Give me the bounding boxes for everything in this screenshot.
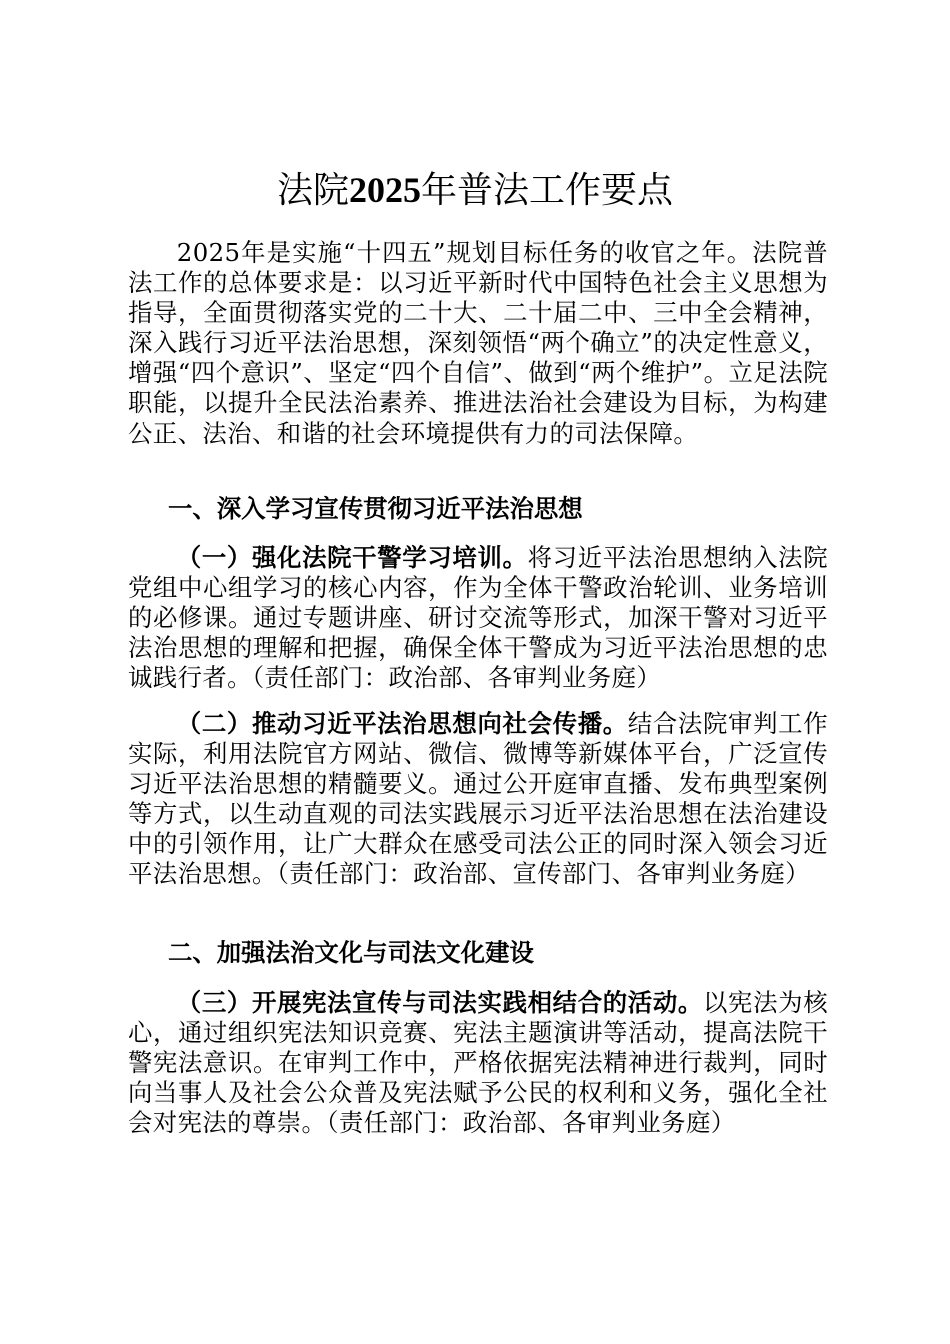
intro-paragraph: 2025年是实施“十四五”规划目标任务的收官之年。法院普法工作的总体要求是：以习近平新时代中国特色社会主义思想为指导，全面贯彻落实党的二十大、二十届二中、三中全会精神，深入践行习近平法治思想，深刻领悟“两个确立”的决定性意义，增强“四个意识”、坚定“四个自信”、做到“两个维护”。立足法院职能，以提升全民法治素养、推进法治社会建设为目标，为构建公正、法治、和谐的社会环境提供有力的司法保障。 (128, 238, 828, 448)
title-year: 2025 (349, 170, 421, 210)
item-body-2: 结合法院审判工作实际，利用法院官方网站、微信、微博等新媒体平台，广泛宣传习近平法治思想的精髓要义。通过公开庭审直播、发布典型案例等方式，以生动直观的司法实践展示习近平法治思想在法治建设中的引领作用，让广大群众在感受司法公正的同时深入领会习近平法治思想。（责任部门：政治部、宣传部门、各审判业务庭） (128, 709, 828, 889)
item-body-1: 将习近平法治思想纳入法院党组中心组学习的核心内容，作为全体干警政治轮训、业务培训的必修课。通过专题讲座、研讨交流等形式，加深干警对习近平法治思想的理解和把握，确保全体干警成为习近平法治思想的忠诚践行者。（责任部门：政治部、各审判业务庭） (128, 543, 828, 693)
item-lead-3: （三）开展宪法宣传与司法实践相结合的活动。 (176, 988, 703, 1017)
section-heading-2: 二、加强法治文化与司法文化建设 (168, 938, 534, 967)
item-paragraph-2 (128, 709, 828, 890)
document-title (0, 166, 950, 215)
item-body-3: 以宪法为核心，通过组织宪法知识竞赛、宪法主题演讲等活动，提高法院干警宪法意识。在审判工作中，严格依据宪法精神进行裁判，同时向当事人及社会公众普及宪法赋予公民的权利和义务，强化全社会对宪法的尊崇。（责任部门：政治部、各审判业务庭） (128, 988, 828, 1138)
section-heading-1: 一、深入学习宣传贯彻习近平法治思想 (168, 494, 583, 523)
item-paragraph-1 (128, 543, 828, 693)
item-lead-1: （一）强化法院干警学习培训。 (176, 543, 528, 572)
item-lead-2: （二）推动习近平法治思想向社会传播。 (176, 709, 628, 738)
item-paragraph-3 (128, 988, 828, 1138)
title-prefix: 法院 (276, 170, 349, 211)
title-suffix: 年普法工作要点 (421, 170, 674, 211)
